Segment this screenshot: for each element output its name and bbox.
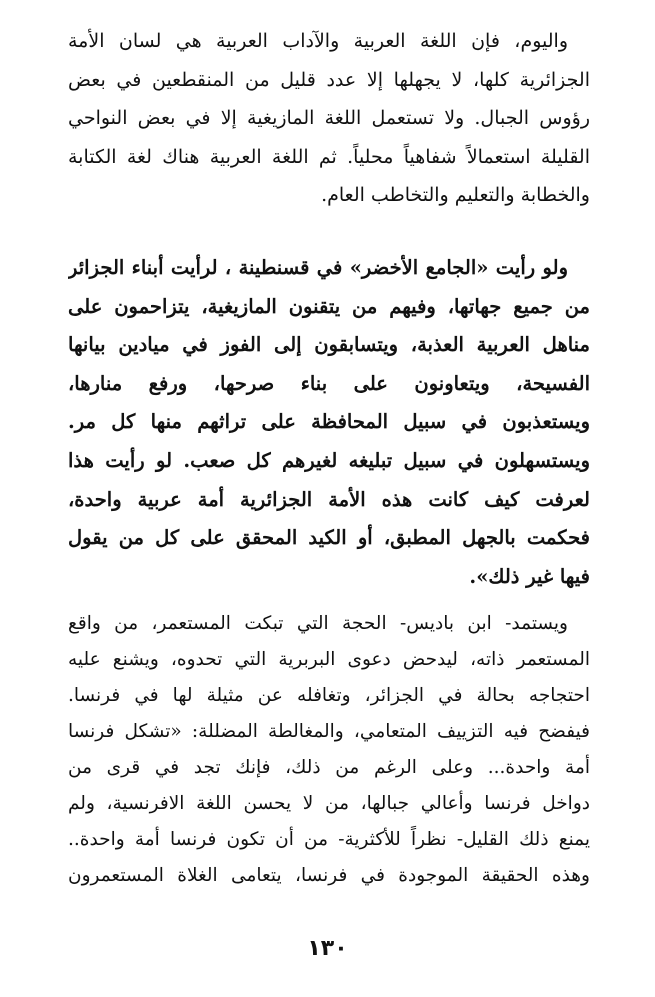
paragraph-2-quote [68, 249, 590, 596]
paragraph-3 [68, 606, 590, 894]
text-line: لعرفت كيف كانت هذه الأمة الجزائرية أمة عربية واحدة، [68, 487, 590, 511]
page-number: ١٣٠ [307, 936, 348, 961]
text-line: فيفضح فيه التزييف المتعامي، والمغالطة المضللة: «تشكل فرنسا [68, 721, 590, 742]
text-line: الفسيحة، ويتعاونون على بناء صرحها، ورفع منارها، [68, 371, 590, 395]
text-line: أمة واحدة... وعلى الرغم من ذلك، فإنك تجد في قرى من [68, 757, 590, 778]
text-line: دواخل فرنسا وأعالي جبالها، من لا يحسن اللغة الافرنسية، ولم [68, 793, 590, 814]
text-line: ولو رأيت «الجامع الأخضر» في قسنطينة ، لرأيت أبناء الجزائر [68, 256, 568, 279]
text-line: الجزائرية كلها، لا يجهلها إلا عدد قليل من المنقطعين في بعض [68, 68, 590, 91]
text-line: واليوم، فإن اللغة العربية والآداب العربية هي لسان الأمة [68, 30, 568, 52]
text-line: فيها غير ذلك». [469, 564, 590, 588]
text-line: من جميع جهاتها، وفيهم من يتقنون المازيغية، يتزاحمون على [68, 294, 590, 318]
text-line: المستعمر ذاته، ليدحض دعوى البربرية التي تحدوه، ويشنع عليه [68, 649, 590, 670]
text-line: القليلة استعمالاً شفاهياً محلياً. ثم اللغة العربية هناك لغة الكتابة [68, 145, 590, 168]
text-line: ويستعذبون في سبيل المحافظة على تراثهم منها كل مر. [68, 410, 590, 434]
paragraph-1 [68, 22, 590, 215]
text-line: احتجاجه بحالة في الجزائر، وتغافله عن مثيلة لها في فرنسا. [68, 685, 590, 706]
text-line: والخطابة والتعليم والتخاطب العام. [321, 184, 590, 207]
text-line: وهذه الحقيقة الموجودة في فرنسا، يتعامى الغلاة المستعمرون [68, 865, 590, 886]
text-line: ويستمد- ابن باديس- الحجة التي تبكت المستعمر، من واقع [68, 613, 568, 634]
text-line: ويستسهلون في سبيل تبليغه لغيرهم كل صعب. لو رأيت هذا [68, 448, 590, 472]
text-line: يمنع ذلك القليل- نظراً للأكثرية- من أن تكون فرنسا أمة واحدة.. [68, 829, 590, 850]
text-line: فحكمت بالجهل المطبق، أو الكيد المحقق على كل من يقول [68, 526, 590, 550]
text-line: مناهل العربية العذبة، ويتسابقون إلى الفوز في ميادين بيانها [68, 333, 590, 357]
text-line: رؤوس الجبال. ولا تستعمل اللغة المازيغية إلا في بعض النواحي [68, 107, 590, 130]
